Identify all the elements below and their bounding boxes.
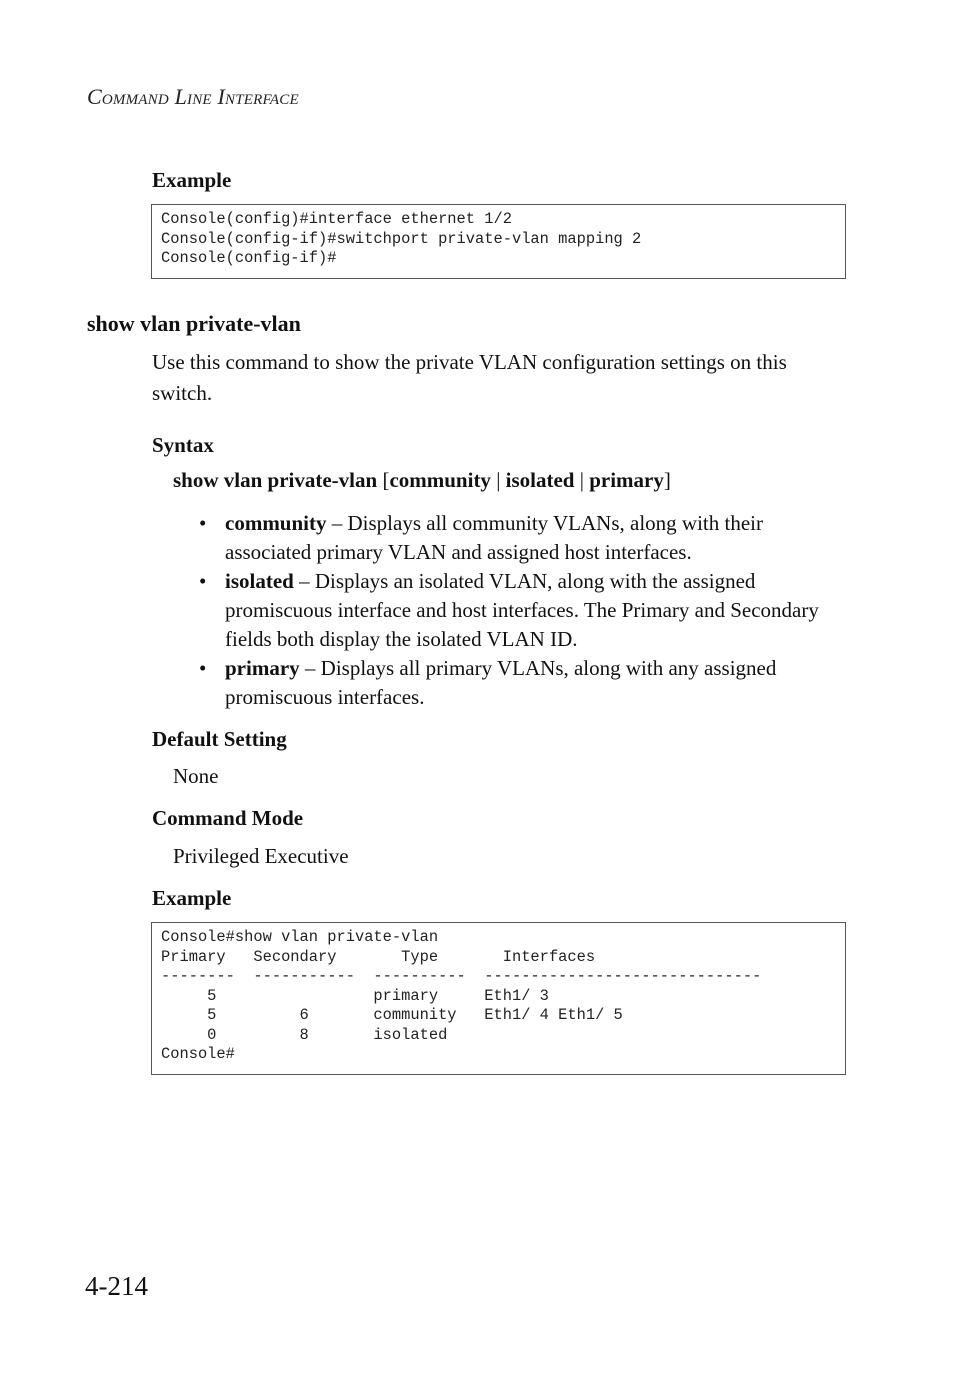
default-setting-value: None <box>173 764 219 788</box>
syntax-heading: Syntax <box>152 433 214 457</box>
bullet-desc: – Displays all community VLANs, along with their associated primary VLAN and assigned host interfaces. <box>225 511 763 564</box>
example-code-box-1 <box>151 204 846 279</box>
list-item <box>195 654 835 712</box>
example-code-1 <box>152 205 845 269</box>
syntax-option-primary: primary <box>589 468 664 492</box>
syntax-line <box>173 468 671 493</box>
bullet-icon: • <box>199 656 207 680</box>
list-item <box>195 567 835 654</box>
syntax-option-community: community <box>389 468 491 492</box>
syntax-open-bracket: [ <box>382 468 390 492</box>
running-header: Command Line Interface <box>87 84 299 109</box>
code-line: Console# <box>161 1045 235 1063</box>
code-line: 5 6 community Eth1/ 4 Eth1/ 5 <box>161 1006 623 1024</box>
default-setting-heading: Default Setting <box>152 727 287 751</box>
code-line: -------- ----------- ---------- ------------------------------ <box>161 967 762 985</box>
code-line: Primary Secondary Type Interfaces <box>161 947 596 966</box>
page-number: 4-214 <box>85 1271 148 1301</box>
code-line: 0 8 isolated <box>161 1025 448 1044</box>
example-heading-1: Example <box>152 168 232 192</box>
syntax-option-isolated: isolated <box>505 468 575 492</box>
syntax-command: show vlan private-vlan <box>173 468 378 492</box>
example-code-box-2 <box>151 922 846 1075</box>
code-line: Console(config)#interface ethernet 1/2 <box>161 210 512 228</box>
list-item <box>195 509 835 567</box>
command-mode-heading: Command Mode <box>152 806 304 830</box>
code-line: Console(config-if)#switchport private-vlan mapping 2 <box>161 229 642 248</box>
code-line: Console#show vlan private-vlan <box>161 928 439 946</box>
command-mode-value: Privileged Executive <box>173 844 349 868</box>
bullet-term: primary <box>225 656 300 680</box>
code-line: Console(config-if)# <box>161 249 337 267</box>
bullet-desc: – Displays all primary VLANs, along with any assigned promiscuous interfaces. <box>225 656 777 709</box>
example-code-2 <box>152 923 845 1065</box>
syntax-separator: | <box>496 468 501 492</box>
command-title: show vlan private-vlan <box>87 311 301 336</box>
bullet-term: isolated <box>225 569 294 593</box>
bullet-desc: – Displays an isolated VLAN, along with the assigned promiscuous interface and host interfaces. The Primary and Secondary fields both display the isolated VLAN ID. <box>225 569 819 651</box>
bullet-icon: • <box>199 511 207 535</box>
bullet-icon: • <box>199 569 207 593</box>
bullet-term: community <box>225 511 327 535</box>
command-description: Use this command to show the private VLAN configuration settings on this switch. <box>152 350 787 405</box>
syntax-close-bracket: ] <box>663 468 671 492</box>
syntax-bullet-list <box>195 509 835 712</box>
code-line: 5 primary Eth1/ 3 <box>161 986 549 1005</box>
syntax-separator: | <box>579 468 584 492</box>
example-heading-2: Example <box>152 886 232 910</box>
